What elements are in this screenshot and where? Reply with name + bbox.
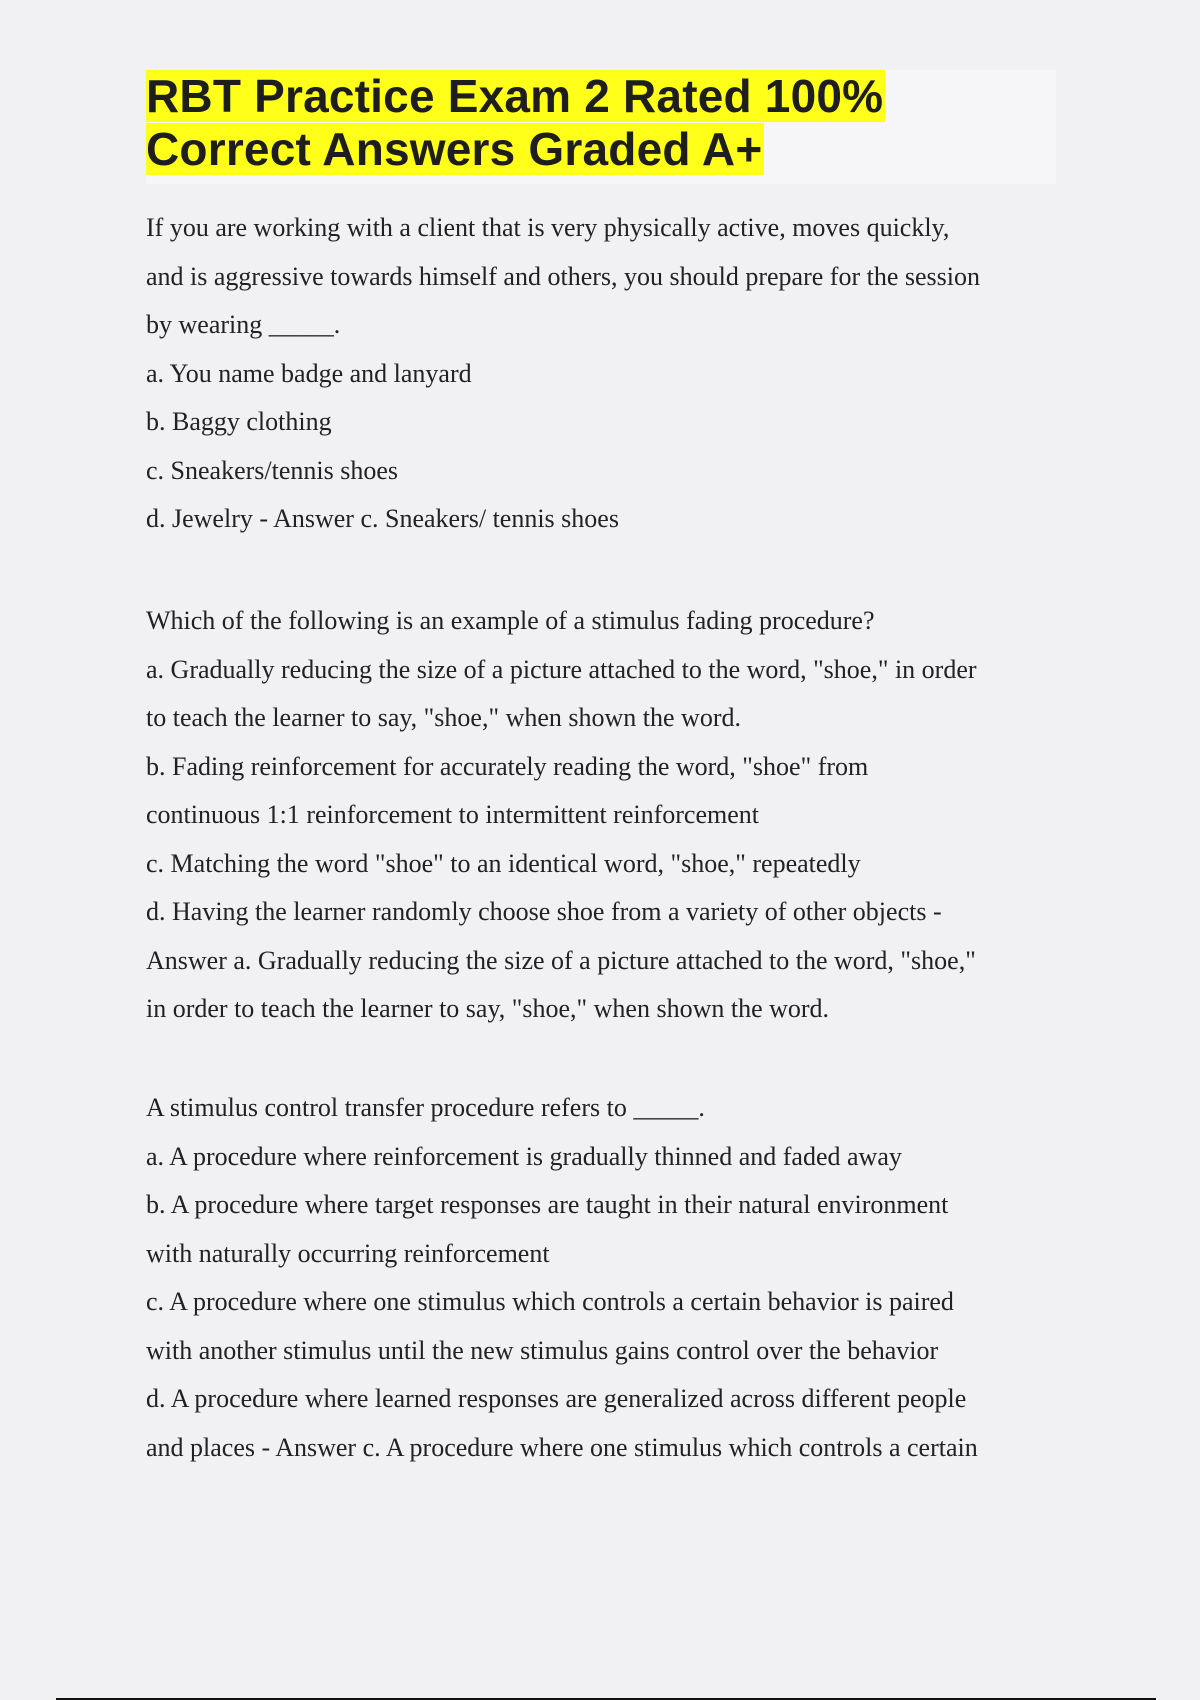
question-3-text [146, 1084, 1076, 1472]
q3-option-c-cont: with another stimulus until the new stimulus gains control over the behavior [146, 1335, 939, 1365]
title-line-2: Correct Answers Graded A+ [146, 123, 763, 175]
q1-option-a: a. You name badge and lanyard [146, 358, 472, 388]
q3-option-d: d. A procedure where learned responses are generalized across different people [146, 1384, 967, 1413]
q2-option-a-cont: to teach the learner to say, "shoe," when shown the word. [146, 703, 741, 732]
question-2-text [146, 597, 1076, 1034]
q2-option-b-cont: continuous 1:1 reinforcement to intermittent reinforcement [146, 800, 759, 829]
q2-option-a: a. Gradually reducing the size of a picture attached to the word, "shoe," in order [146, 654, 977, 684]
q1-option-b: b. Baggy clothing [146, 407, 332, 436]
document-title [146, 70, 1056, 176]
question-1 [146, 204, 1076, 544]
question-3 [146, 1084, 1076, 1472]
q2-answer-cont: in order to teach the learner to say, "shoe," when shown the word. [146, 994, 830, 1023]
q2-answer: Answer a. Gradually reducing the size of a picture attached to the word, "shoe," [146, 945, 976, 975]
q3-option-b: b. A procedure where target responses are taught in their natural environment [146, 1190, 949, 1219]
q1-option-c: c. Sneakers/tennis shoes [146, 455, 399, 485]
q1-option-d-answer: d. Jewelry - Answer c. Sneakers/ tennis shoes [146, 504, 619, 533]
q2-line-1: Which of the following is an example of a stimulus fading procedure? [146, 606, 875, 635]
q3-option-a: a. A procedure where reinforcement is gradually thinned and faded away [146, 1141, 902, 1171]
q3-option-c: c. A procedure where one stimulus which controls a certain behavior is paired [146, 1287, 954, 1316]
q3-line-1: A stimulus control transfer procedure refers to _____. [146, 1093, 705, 1122]
q2-option-c: c. Matching the word "shoe" to an identical word, "shoe," repeatedly [146, 848, 861, 878]
q3-option-b-cont: with naturally occurring reinforcement [146, 1238, 550, 1268]
title-line-1: RBT Practice Exam 2 Rated 100% [146, 70, 884, 122]
q1-line-3: by wearing _____. [146, 310, 341, 339]
q1-line-2: and is aggressive towards himself and others, you should prepare for the session [146, 261, 980, 291]
question-1-text [146, 204, 1076, 544]
q1-line-1: If you are working with a client that is very physically active, moves quickly, [146, 213, 950, 242]
q2-option-b: b. Fading reinforcement for accurately reading the word, "shoe" from [146, 751, 869, 781]
question-2 [146, 597, 1076, 1034]
q2-option-d: d. Having the learner randomly choose shoe from a variety of other objects - [146, 897, 942, 926]
title-block [146, 70, 1056, 184]
q3-answer: and places - Answer c. A procedure where one stimulus which controls a certain [146, 1432, 978, 1462]
